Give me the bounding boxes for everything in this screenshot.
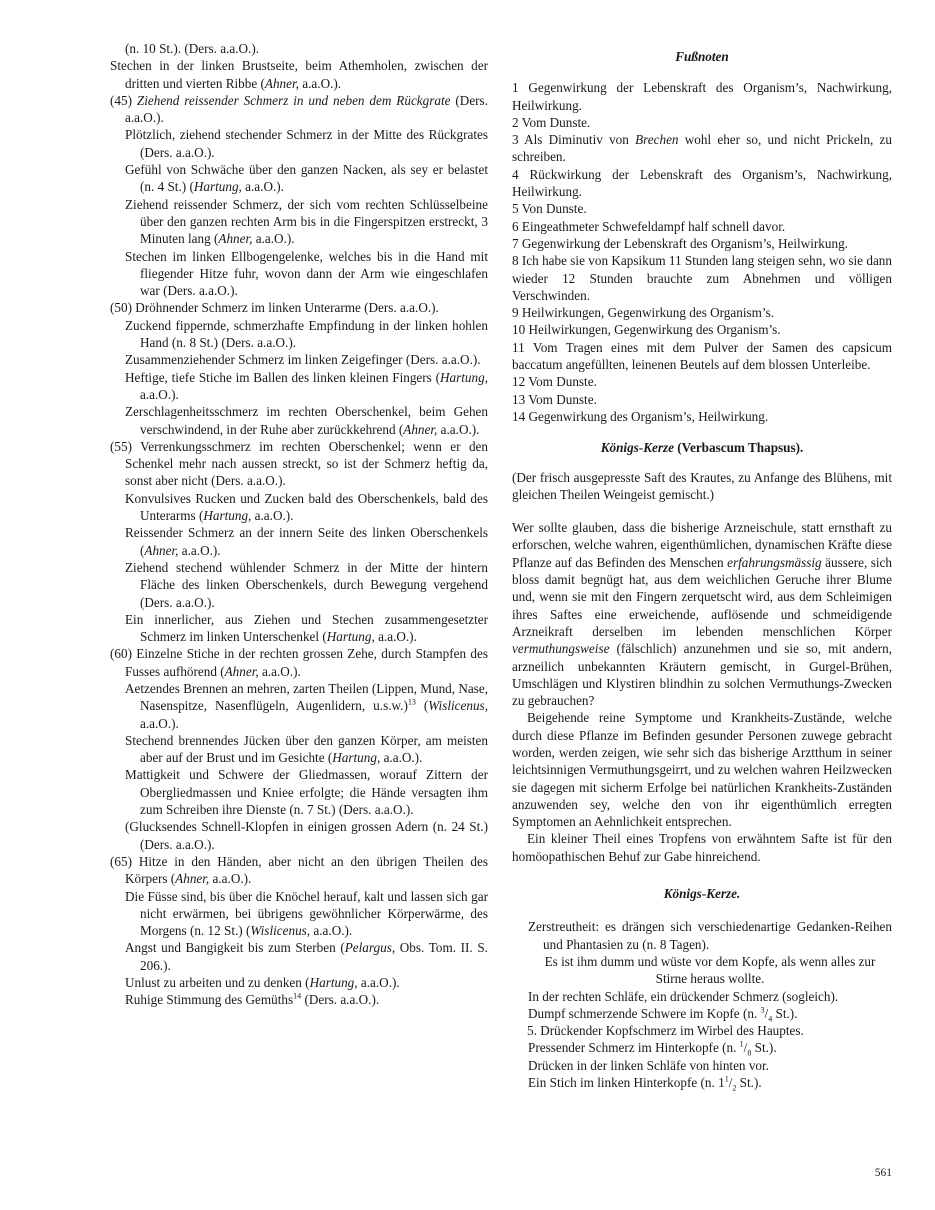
text-run: a.a.O.). bbox=[437, 421, 480, 437]
italic-run: Hartung, bbox=[203, 508, 252, 524]
footnote bbox=[512, 114, 892, 131]
fraction-slash: / bbox=[728, 1075, 733, 1091]
text-run: (fälschlich) anzunehmen und sie so, mit andern, arzneilich unbekannten Kräutern gemischt, in Gurgel-Brühen, Umschlägen und Klystiren blindhin zu solchen Vermuthungs-Zwecken zu gebrauchen? bbox=[512, 641, 892, 709]
symptom-entry bbox=[110, 991, 488, 1008]
text-run: a.a.O.). bbox=[209, 871, 252, 887]
text-run: Ruhige Stimmung des Gemüths bbox=[125, 992, 294, 1008]
text-run: 1 Gegenwirkung der Lebenskraft des Organism’s, Nachwirkung, Heilwirkung. bbox=[512, 80, 892, 113]
text-run: 13 Vom Dunste. bbox=[512, 391, 597, 407]
text-run: a.a.O.). bbox=[380, 750, 423, 766]
footnote bbox=[512, 408, 892, 425]
text-run: Stechen im linken Ellbogengelenke, welches bis in die Hand mit fliegender Hitze fuhr, wovon dann der Arm wie eingeschlafen war (Ders. a.a.O.). bbox=[125, 248, 488, 299]
text-run: (65) Hitze in den Händen, aber nicht an den übrigen Theilen des Körpers ( bbox=[110, 853, 488, 887]
text-run: (50) Dröhnender Schmerz im linken Unterarme (Ders. a.a.O.). bbox=[110, 300, 439, 316]
symptom-entry bbox=[110, 939, 488, 974]
text-run: Heftige, tiefe Stiche im Ballen des linken kleinen Fingers ( bbox=[125, 369, 440, 385]
text-run: Wer sollte glauben, dass die bisherige Arzneischule, statt ernsthaft zu erforschen, welche wahren, eigenthümlichen, dynamischen Kräfte diese Pflanze auf das Befinden des Menschen bbox=[512, 520, 892, 570]
symptom-entry bbox=[110, 559, 488, 611]
text-run: 3 Als Diminutiv von bbox=[512, 132, 636, 148]
footnote bbox=[512, 200, 892, 217]
symptom-entry bbox=[110, 248, 488, 300]
footnote bbox=[512, 339, 892, 374]
left-column bbox=[110, 40, 488, 1009]
text-run: a.a.O.). bbox=[241, 179, 284, 195]
text-run: Drücken in der linken Schläfe von hinten vor. bbox=[528, 1057, 769, 1073]
text-run: 14 Gegenwirkung des Organism’s, Heilwirkung. bbox=[512, 408, 769, 424]
footnote-list bbox=[512, 79, 892, 425]
footnote bbox=[512, 166, 892, 201]
italic-run: Hartung, bbox=[309, 975, 358, 991]
section-intro: (Der frisch ausgepresste Saft des Krautes, zu Anfange des Blühens, mit gleichen Theilen Weingeist gemischt.) bbox=[512, 469, 892, 502]
text-run: (55) Verrenkungsschmerz im rechten Oberschenkel; wenn er den Schenkel mehr nach aussen streckt, so ist der Schmerz heftig da, sonst aber nicht (Ders. a.a.O.). bbox=[110, 438, 488, 489]
symptom-entry bbox=[110, 126, 488, 161]
symptom-entry bbox=[110, 611, 488, 646]
superscript: 13 bbox=[407, 697, 416, 707]
subscript: 8 bbox=[747, 1049, 752, 1059]
symptom-entry bbox=[110, 524, 488, 559]
italic-run: Ahner, bbox=[175, 871, 210, 887]
superscript: 1 bbox=[739, 1040, 744, 1050]
footnote bbox=[512, 79, 892, 114]
text-run: Die Füsse sind, bis über die Knöchel herauf, kalt und lassen sich gar nicht erwärmen, bei übrigens gewöhnlicher Körperwärme, des Morgens (n. 12 St.) ( bbox=[125, 888, 488, 939]
italic-run: Wislicenus, bbox=[250, 923, 311, 939]
superscript: 14 bbox=[293, 991, 302, 1001]
text-run: Plötzlich, ziehend stechender Schmerz in der Mitte des Rückgrates (Ders. a.a.O.). bbox=[125, 127, 488, 160]
text-run: 8 Ich habe sie von Kapsikum 11 Stunden lang steigen sehn, wo sie dann wieder 12 Stunden brauchte zum Abnehmen und völligen Verschwinden. bbox=[512, 253, 892, 303]
text-run: St.). bbox=[772, 1005, 798, 1021]
symptom-entry bbox=[110, 888, 488, 940]
italic-run: Ahner, bbox=[224, 663, 259, 679]
footnote bbox=[512, 321, 892, 338]
text-run: a.a.O.). bbox=[140, 386, 179, 402]
footnote bbox=[512, 218, 892, 235]
text-run: Angst und Bangigkeit bis zum Sterben ( bbox=[125, 940, 345, 956]
italic-run: Brechen bbox=[635, 132, 679, 148]
symptom-entry bbox=[528, 918, 892, 953]
symptom-entry bbox=[110, 196, 488, 248]
symptom-entry bbox=[528, 1057, 892, 1074]
text-run: a.a.O.). bbox=[357, 975, 400, 991]
text-run: 4 Rückwirkung der Lebenskraft des Organism’s, Nachwirkung, Heilwirkung. bbox=[512, 166, 892, 200]
text-run: (Ders. a.a.O.). bbox=[301, 992, 380, 1008]
text-run: Stechen in der linken Brustseite, beim Athemholen, zwischen der dritten und vierten Ribbe ( bbox=[110, 58, 488, 91]
text-run: 10 Heilwirkungen, Gegenwirkung des Organism’s. bbox=[512, 322, 781, 338]
footnote bbox=[512, 131, 892, 166]
section-title: Königs-Kerze (Verbascum Thapsus). bbox=[600, 440, 804, 456]
text-run: a.a.O.). bbox=[251, 508, 294, 524]
text-run: Zuckend fippernde, schmerzhafte Empfindung in der linken hohlen Hand (n. 8 St.) (Ders. a.a.O.). bbox=[125, 317, 488, 351]
symptom-entry bbox=[110, 974, 488, 991]
text-run: a.a.O.). bbox=[252, 231, 295, 247]
symptom-entry bbox=[110, 161, 488, 196]
italic-run: Hartung, bbox=[326, 629, 375, 645]
italic-run: Hartung, bbox=[332, 750, 381, 766]
text-run: 2 Vom Dunste. bbox=[512, 114, 591, 130]
text-run: (n. 10 St.). (Ders. a.a.O.). bbox=[125, 41, 260, 56]
symptom-entry bbox=[528, 988, 892, 1005]
text-run: Aetzendes Brennen an mehren, zarten Theilen (Lippen, Mund, Nase, Nasenspitze, Nasenflügeln, Augenlidern, u.s.w.) bbox=[125, 680, 489, 714]
superscript: 1 bbox=[724, 1074, 729, 1084]
symptom-entry bbox=[110, 403, 488, 438]
text-run: a.a.O.). bbox=[310, 923, 353, 939]
text-run: 7 Gegenwirkung der Lebenskraft des Organism’s, Heilwirkung. bbox=[512, 235, 848, 251]
italic-run: Hartung, bbox=[440, 369, 488, 385]
text-run: 11 Vom Tragen eines mit dem Pulver der Samen des capsicum baccatum angefüllten, leinenen Beutels auf dem blossen Unterleibe. bbox=[512, 339, 892, 373]
text-run: (Ders. a.a.O.). bbox=[125, 92, 488, 126]
footnote bbox=[512, 304, 892, 321]
text-run: a.a.O.). bbox=[374, 629, 417, 645]
symptom-entry bbox=[110, 766, 488, 818]
italic-run: Pelargus, bbox=[344, 940, 396, 956]
italic-run: erfahrungsmässig bbox=[727, 554, 822, 570]
symptom-entry bbox=[110, 732, 488, 767]
text-run: Stechend brennendes Jücken über den ganzen Körper, am meisten aber auf der Brust und im Gesichte ( bbox=[125, 732, 488, 766]
text-run: ( bbox=[415, 698, 429, 714]
symptom-entry bbox=[528, 1074, 892, 1091]
text-run: 6 Eingeathmeter Schwefeldampf half schnell davor. bbox=[512, 218, 786, 234]
italic-run: Ahner, bbox=[403, 421, 438, 437]
symptom-entry bbox=[110, 317, 488, 352]
page-number: 561 bbox=[874, 1167, 892, 1179]
text-run: 9 Heilwirkungen, Gegenwirkung des Organism’s. bbox=[512, 305, 774, 321]
section-body bbox=[512, 519, 892, 865]
symptom-entry bbox=[528, 1005, 892, 1022]
fraction-slash: / bbox=[764, 1005, 769, 1021]
text-run: a.a.O.). bbox=[178, 542, 221, 558]
text-run: St.). bbox=[751, 1040, 777, 1056]
text-run: Es ist ihm dumm und wüste vor dem Kopfe, als wenn alles zur Stirne heraus wollte. bbox=[544, 953, 876, 987]
italic-run: vermuthungsweise bbox=[512, 641, 610, 657]
symptom-entry bbox=[110, 369, 488, 404]
text-run: Reissender Schmerz an der innern Seite des linken Oberschenkels ( bbox=[125, 525, 488, 558]
subscript: 4 bbox=[768, 1014, 773, 1024]
symptom-entry bbox=[110, 299, 488, 316]
footnote bbox=[512, 235, 892, 252]
text-run: (45) bbox=[110, 92, 137, 108]
text-run: St.). bbox=[736, 1075, 762, 1091]
symptom-entry bbox=[110, 40, 488, 57]
footnote bbox=[512, 391, 892, 408]
symptom-entry bbox=[110, 490, 488, 525]
symptom-entry bbox=[110, 853, 488, 888]
right-column bbox=[512, 40, 892, 1091]
text-run: Mattigkeit und Schwere der Gliedmassen, worauf Zittern der Obergliedmassen und Kniee erfolgte; die Hände versagten ihm zum Schreiben ihre Dienste (n. 7 St.) (Ders. a.a.O.). bbox=[125, 767, 488, 818]
symptom-entry bbox=[528, 953, 892, 988]
italic-run: Ziehend reissender Schmerz in und neben dem Rückgrate bbox=[136, 92, 451, 108]
text-run: Zerstreutheit: es drängen sich verschiedenartige Gedanken-Reihen und Phantasien zu (n. 8 Tagen). bbox=[528, 919, 892, 952]
text-run: äussere, sich bloss damit begnügt hat, aus dem weichlichen Geruche ihrer Blume und, wenn sie mit den Fingern zerquetscht wird, aus dem Schleimigen ihres Saftes eine erweichende, auflösende und schmeidigende Arzneikraft derselben im lebenden menschlichen Körper bbox=[512, 554, 892, 639]
symptom-entry bbox=[110, 92, 488, 127]
fraction-slash: / bbox=[743, 1040, 748, 1056]
italic-run: Ahner, bbox=[264, 75, 299, 91]
symptom-entry bbox=[528, 1039, 892, 1059]
text-run: Konvulsives Rucken und Zucken bald des Oberschenkels, bald des Unterarms ( bbox=[125, 490, 488, 524]
text-run: a.a.O.). bbox=[140, 715, 179, 731]
text-run: 5 Von Dunste. bbox=[512, 201, 587, 217]
text-run: 5. Drückender Kopfschmerz im Wirbel des Hauptes. bbox=[527, 1023, 804, 1039]
text-run: Obs. Tom. II. S. 206.). bbox=[140, 940, 488, 973]
text-run: Ziehend reissender Schmerz, der sich vom rechten Schlüsselbeine über den ganzen rechten Arm bis in die Fingerspitzen erstreckt, 3 Minuten lang ( bbox=[125, 196, 488, 247]
text-run: Unlust zu arbeiten und zu denken ( bbox=[125, 975, 310, 991]
footnotes-title: Fußnoten bbox=[675, 49, 729, 64]
text-run: Ein innerlicher, aus Ziehen und Stechen zusammengesetzter Schmerz im linken Unterschenkel ( bbox=[125, 611, 488, 645]
symptom-entry bbox=[110, 438, 488, 490]
text-run: Ein Stich im linken Hinterkopfe (n. 1 bbox=[528, 1075, 725, 1091]
italic-run: Ahner, bbox=[144, 542, 179, 558]
text-run: Dumpf schmerzende Schwere im Kopfe (n. bbox=[528, 1005, 761, 1021]
text-run: a.a.O.). bbox=[258, 663, 301, 679]
text-run: In der rechten Schläfe, ein drückender Schmerz (sogleich). bbox=[528, 988, 839, 1004]
symptom-entry bbox=[110, 351, 488, 368]
text-run: Gefühl von Schwäche über den ganzen Nacken, als sey er belastet (n. 4 St.) ( bbox=[125, 162, 488, 195]
italic-run: Wislicenus, bbox=[428, 698, 488, 714]
body-paragraph bbox=[512, 830, 892, 865]
text-run: Ein kleiner Theil eines Tropfens von erwähntem Safte ist für den homöopathischen Behuf zur Gabe hinreichend. bbox=[512, 831, 892, 864]
text-run: a.a.O.). bbox=[298, 75, 342, 91]
subscript: 2 bbox=[732, 1083, 737, 1093]
superscript: 3 bbox=[760, 1005, 765, 1015]
text-run: 12 Vom Dunste. bbox=[512, 374, 597, 390]
footnote bbox=[512, 373, 892, 390]
italic-run: Ahner, bbox=[218, 231, 253, 247]
symptom-entry bbox=[512, 1022, 892, 1039]
symptoms-title: Königs-Kerze. bbox=[663, 886, 741, 902]
symptom-entry bbox=[110, 818, 488, 853]
symptom-entry bbox=[110, 680, 488, 732]
symptom-list bbox=[512, 918, 892, 1091]
text-run: (60) Einzelne Stiche in der rechten grossen Zehe, durch Stampfen des Fusses aufhörend ( bbox=[110, 646, 488, 679]
symptom-entry bbox=[110, 57, 488, 92]
symptom-entry bbox=[110, 645, 488, 680]
body-paragraph bbox=[512, 709, 892, 830]
body-paragraph bbox=[512, 519, 892, 709]
footnote bbox=[512, 252, 892, 304]
italic-run: Hartung, bbox=[193, 179, 242, 195]
text-run: Pressender Schmerz im Hinterkopfe (n. bbox=[528, 1040, 740, 1056]
text-run: wohl eher so, und nicht Prickeln, zu schreiben. bbox=[512, 132, 893, 165]
text-run: Zerschlagenheitsschmerz im rechten Oberschenkel, beim Gehen verschwindend, in der Ruhe aber zurückkehrend ( bbox=[125, 404, 488, 437]
text-run: Ziehend stechend wühlender Schmerz in der Mitte der hintern Fläche des linken Oberschenkels, durch Bewegung vergehend (Ders. a.a.O.). bbox=[125, 559, 488, 610]
text-run: Beigehende reine Symptome und Krankheits-Zustände, welche durch diese Pflanze im Befinden gesunder Personen zuwege gebracht worden, werden zeigen, wie sehr sich das bisherige Arztthum in seiner leichtsinnigen Vermuthungsgeirrt, und zu welchen wahren Heilzwecken sie dagegen mit sicherm Erfolge bei natürlichen Krankheits-Zuständen anzuwenden sey, welche den von ihr eigenthümlich erregten Symptomen an Aehnlichkeit entsprechen. bbox=[512, 710, 892, 830]
text-run: (Glucksendes Schnell-Klopfen in einigen grossen Adern (n. 24 St.) (Ders. a.a.O.). bbox=[125, 819, 488, 852]
text-run: Zusammenziehender Schmerz im linken Zeigefinger (Ders. a.a.O.). bbox=[125, 352, 481, 368]
